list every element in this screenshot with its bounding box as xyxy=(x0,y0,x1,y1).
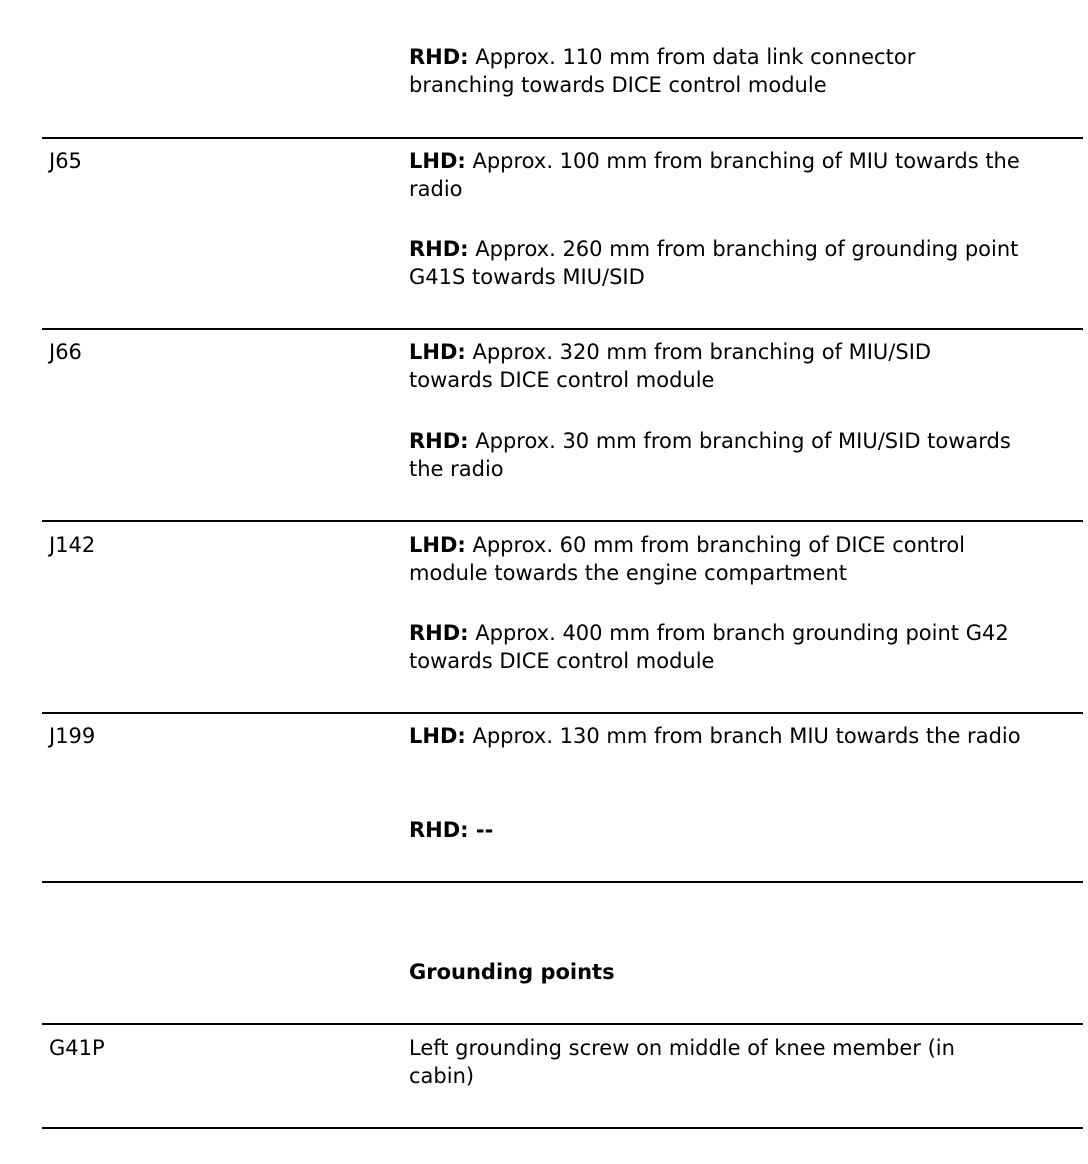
lhd-label: LHD: xyxy=(409,149,466,173)
code-j199: J199 xyxy=(49,724,96,748)
divider xyxy=(42,1023,1083,1025)
j65-rhd: RHD: Approx. 260 mm from branching of grounding point G41S towards MIU/SID xyxy=(409,237,1019,289)
rhd-label: RHD: xyxy=(409,429,469,453)
divider xyxy=(42,1127,1083,1129)
rhd-label: RHD: xyxy=(409,237,469,261)
lhd-label: LHD: xyxy=(409,533,466,557)
g41p-description: Left grounding screw on middle of knee member (in cabin) xyxy=(409,1036,955,1088)
top-entry-rhd xyxy=(409,43,1083,99)
rhd-label: RHD: xyxy=(409,621,469,645)
j66-lhd: LHD: Approx. 320 mm from branching of MIU/SID towards DICE control module xyxy=(409,340,932,392)
code-j65: J65 xyxy=(49,149,82,173)
section-heading-grounding-points: Grounding points xyxy=(409,960,615,984)
divider xyxy=(42,137,1083,139)
j142-rhd: RHD: Approx. 400 mm from branch grounding point G42 towards DICE control module xyxy=(409,621,1009,673)
code-j66: J66 xyxy=(49,340,82,364)
code-g41p: G41P xyxy=(49,1036,105,1060)
j199-lhd: LHD: Approx. 130 mm from branch MIU towards the radio xyxy=(409,724,1021,748)
divider xyxy=(42,520,1083,522)
lhd-label: LHD: xyxy=(409,340,466,364)
rhd-label: RHD: -- xyxy=(409,818,494,842)
lhd-label: LHD: xyxy=(409,724,466,748)
j66-rhd: RHD: Approx. 30 mm from branching of MIU/SID towards the radio xyxy=(409,429,1011,481)
divider xyxy=(42,712,1083,714)
j142-lhd: LHD: Approx. 60 mm from branching of DICE control module towards the engine compartment xyxy=(409,533,966,585)
code-j142: J142 xyxy=(49,533,96,557)
j65-lhd: LHD: Approx. 100 mm from branching of MIU towards the radio xyxy=(409,149,1020,201)
top-entry-rhd-line-1: RHD: Approx. 110 mm from data link connector xyxy=(409,45,916,69)
rhd-label: RHD: xyxy=(409,45,469,69)
divider xyxy=(42,328,1083,330)
j199-rhd xyxy=(409,816,1083,844)
top-entry-rhd-line-2: branching towards DICE control module xyxy=(409,73,827,97)
divider xyxy=(42,881,1083,883)
